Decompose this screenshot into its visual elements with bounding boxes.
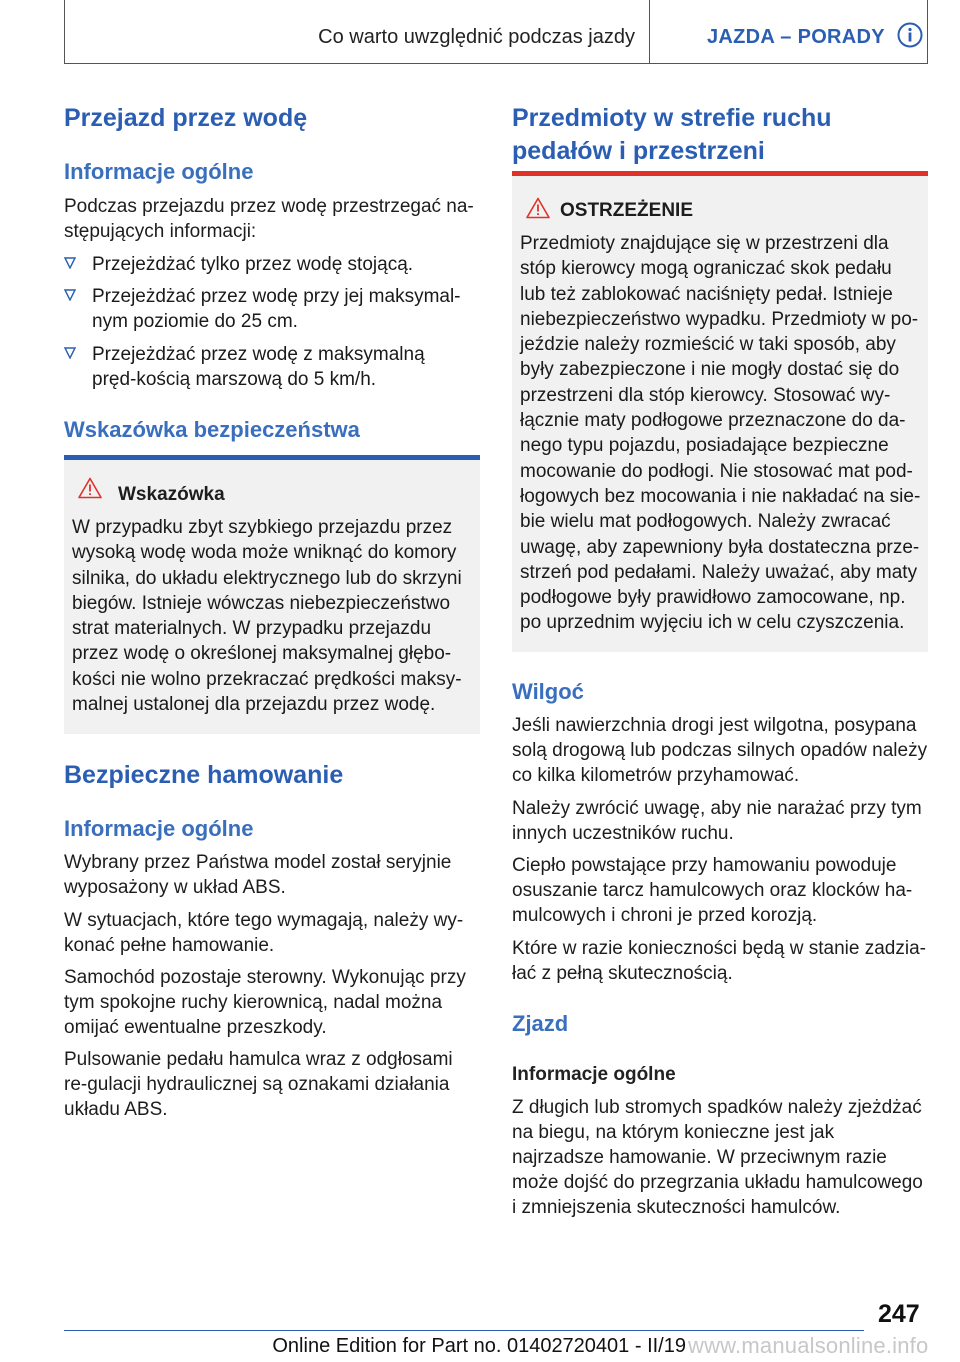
paragraph: W sytuacjach, które tego wymagają, należy wy-konać pełne hamowanie. <box>64 910 464 956</box>
heading-water-crossing: Przejazd przez wodę <box>64 104 308 132</box>
heading-safe-braking: Bezpieczne hamowanie <box>64 761 344 789</box>
list-item-text: Przejeżdżać przez wodę przy jej maksymal-nym poziomie do 25 cm. <box>92 286 461 332</box>
watermark[interactable]: www.manualsonline.info <box>688 1333 929 1358</box>
page-header <box>64 0 928 64</box>
paragraph: Ciepło powstające przy hamowaniu powoduje osuszanie tarcz hamulcowych oraz klocków ha-mulcowych i chroni je przed korozją. <box>512 855 913 926</box>
triangle-bullet-icon <box>64 257 76 269</box>
section-title: JAZDA – PORADY <box>707 26 885 48</box>
list-item <box>64 284 464 334</box>
paragraph: Pulsowanie pedału hamulca wraz z odgłosami re-gulacji hydraulicznej są oznakami działania układu ABS. <box>64 1049 453 1120</box>
heading-pedal-area-objects: Przedmioty w strefie ruchu pedałów i przestrzeni <box>512 104 832 165</box>
paragraph: Jeśli nawierzchnia drogi jest wilgotna, posypana solą drogową lub podczas silnych opadów należy co kilka kilometrów przyhamować. <box>512 715 928 786</box>
warning-box <box>512 171 928 652</box>
warning-title: OSTRZEŻENIE <box>560 200 694 221</box>
heading-general-info: Informacje ogólne <box>64 816 254 841</box>
warning-triangle-icon <box>526 197 550 219</box>
footer-rule <box>64 1330 864 1331</box>
paragraph-intro: Podczas przejazdu przez wodę przestrzegać na-stępujących informacji: <box>64 196 474 242</box>
note-body: W przypadku zbyt szybkiego przejazdu przez wysoką wodę woda może wniknąć do komory silnika, do układu elektrycznego lub do skrzyni biegów. Istnieje wówczas niebezpieczeństwo strat materialnych. W przypadku przejazdu przez wodę o określonej maksymalnej głębo-kości nie wolno przekraczać prędkości maksy-malnej ustalonej dla przejazdu przez wodę. <box>72 517 462 716</box>
warning-triangle-icon <box>78 477 102 499</box>
warning-accent-bar <box>512 171 928 176</box>
paragraph: Wybrany przez Państwa model został seryjnie wyposażony w układ ABS. <box>64 852 452 898</box>
note-accent-bar <box>64 455 480 460</box>
warning-body: Przedmioty znajdujące się w przestrzeni dla stóp kierowcy mogą ograniczać skok pedału lub też zablokować naciśnięty pedał. Istnieje niebezpieczeństwo wypadku. Przedmioty w po-jeździe należy rozmieścić w taki sposób, aby były zabezpieczone i nie mogły dostać się do przestrzeni dla stóp kierowcy. Stosować wy-łącznie maty podłogowe przeznaczone do da-nego typu pojazdu, posiadające bezpieczne mocowanie do podłogi. Nie stosować mat pod-łogowych bez mocowania i nie nakładać na sie-bie wielu mat podłogowych. Należy zwracać uwagę, aby zapewniony była dostateczna prze-strzeń pod pedałami. Należy uważać, aby maty podłogowe były prawidłowo zamocowane, np. po uprzednim wyjęciu ich w celu czyszczenia. <box>520 233 921 634</box>
header-divider <box>649 0 650 64</box>
subheading-general-info: Informacje ogólne <box>512 1064 676 1085</box>
paragraph: Z długich lub stromych spadków należy zjeżdżać na biegu, na którym konieczne jest jak najrzadsze hamowanie. W przeciwnym razie może dojść do przegrzania układu hamulcowego i zmniejszenia skuteczności hamulców. <box>512 1097 923 1218</box>
info-circle-icon[interactable] <box>897 22 923 48</box>
paragraph: Samochód pozostaje sterowny. Wykonując przy tym spokojne ruchy kierownicą, nadal można omijać ewentualne przeszkody. <box>64 967 466 1038</box>
list-item-text: Przejeżdżać przez wodę z maksymalną pręd-kością marszową do 5 km/h. <box>92 344 425 390</box>
paragraph: Które w razie konieczności będą w stanie zadzia-łać z pełną skutecznością. <box>512 938 926 984</box>
list-item <box>64 342 472 392</box>
triangle-bullet-icon <box>64 289 76 301</box>
heading-general-info: Informacje ogólne <box>64 159 254 184</box>
safety-note-box <box>64 455 480 734</box>
triangle-bullet-icon <box>64 347 76 359</box>
chapter-title: Co warto uwzględnić podczas jazdy <box>318 26 635 48</box>
heading-safety-note: Wskazówka bezpieczeństwa <box>64 417 360 442</box>
paragraph: Należy zwrócić uwagę, aby nie narażać przy tym innych uczestników ruchu. <box>512 798 922 844</box>
list-item-text: Przejeżdżać tylko przez wodę stojącą. <box>92 254 414 275</box>
heading-descent: Zjazd <box>512 1011 569 1036</box>
note-title: Wskazówka <box>118 484 225 505</box>
page-number: 247 <box>878 1300 920 1328</box>
list-item <box>64 252 480 277</box>
edition-info: Online Edition for Part no. 01402720401 - II/19 <box>272 1335 686 1357</box>
heading-moisture: Wilgoć <box>512 679 584 704</box>
